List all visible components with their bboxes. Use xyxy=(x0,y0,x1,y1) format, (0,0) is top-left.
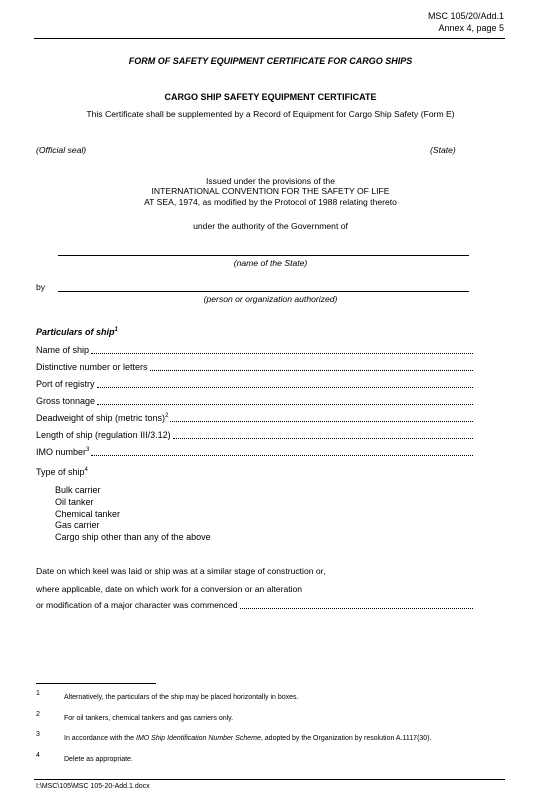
type-of-ship-label: Type of ship$^4$ xyxy=(36,467,88,477)
field-name-of-ship[interactable]: Name of ship xyxy=(36,344,473,356)
form-title: FORM OF SAFETY EQUIPMENT CERTIFICATE FOR CARGO SHIPS xyxy=(128,56,413,66)
header-rule xyxy=(34,38,505,39)
annex-page: Annex 4, page 5 xyxy=(438,23,504,33)
field-imo-number[interactable]: IMO number$^3$ xyxy=(36,446,473,458)
type-option-gas-carrier[interactable]: Gas carrier xyxy=(55,520,100,530)
issued-line-2: INTERNATIONAL CONVENTION FOR THE SAFETY OF LIFE xyxy=(151,186,390,196)
state-label: (State) xyxy=(430,145,456,155)
footnote-text: For oil tankers, chemical tankers and gas carriers only. xyxy=(64,715,234,722)
field-port-of-registry[interactable]: Port of registry xyxy=(36,378,473,390)
type-option-oil-tanker[interactable]: Oil tanker xyxy=(55,497,94,507)
footnote-number: 4 xyxy=(36,752,40,759)
official-seal: (Official seal) xyxy=(36,145,87,155)
footnote-number: 1 xyxy=(36,690,40,697)
type-option-other-cargo-ship[interactable]: Cargo ship other than any of the above xyxy=(55,532,211,542)
authorized-person-line[interactable] xyxy=(58,291,469,292)
footnote-text: Alternatively, the particulars of the ship may be placed horizontally in boxes. xyxy=(64,694,299,701)
type-option-chemical-tanker[interactable]: Chemical tanker xyxy=(55,509,121,519)
issued-line-3: AT SEA, 1974, as modified by the Protocol of 1988 relating thereto xyxy=(144,197,397,207)
type-option-bulk-carrier[interactable]: Bulk carrier xyxy=(55,485,101,495)
footnote-text: Delete as appropriate. xyxy=(64,756,133,763)
field-length-of-ship[interactable]: Length of ship (regulation III/3.12) xyxy=(36,429,473,441)
authority-line: under the authority of the Government of xyxy=(193,221,348,231)
name-of-state-caption: (name of the State) xyxy=(233,258,308,268)
footnote-number: 2 xyxy=(36,711,40,718)
field-gross-tonnage[interactable]: Gross tonnage xyxy=(36,395,473,407)
field-keel-date[interactable]: or modification of a major character was commenced xyxy=(36,599,473,611)
by-label: by xyxy=(36,282,46,292)
footer-file-path: I:\MSC\105\MSC 105-20-Add.1.docx xyxy=(36,783,150,790)
footnote-number: 3 xyxy=(36,731,40,738)
footnote-separator xyxy=(36,683,156,684)
field-deadweight[interactable]: Deadweight of ship (metric tons)$^2$ xyxy=(36,412,473,424)
keel-line-2: where applicable, date on which work for a conversion or an alteration xyxy=(36,584,303,594)
footnote-text: In accordance with the IMO Ship Identification Number Scheme, adopted by the Organization by resolution A.1117(30). xyxy=(64,735,432,742)
footer-rule xyxy=(34,779,505,780)
keel-line-1: Date on which keel was laid or ship was at a similar stage of construction or, xyxy=(36,566,326,576)
document-number: MSC 105/20/Add.1 xyxy=(427,11,504,21)
certificate-title: CARGO SHIP SAFETY EQUIPMENT CERTIFICATE xyxy=(164,92,377,102)
issued-line-1: Issued under the provisions of the xyxy=(206,176,335,186)
supplement-note: This Certificate shall be supplemented by a Record of Equipment for Cargo Ship Safety (Form E) xyxy=(86,109,455,119)
person-authorized-caption: (person or organization authorized) xyxy=(203,294,338,304)
state-name-line[interactable] xyxy=(58,255,469,256)
particulars-heading: Particulars of ship$^1$ xyxy=(36,327,118,337)
field-distinctive-number[interactable]: Distinctive number or letters xyxy=(36,361,473,373)
